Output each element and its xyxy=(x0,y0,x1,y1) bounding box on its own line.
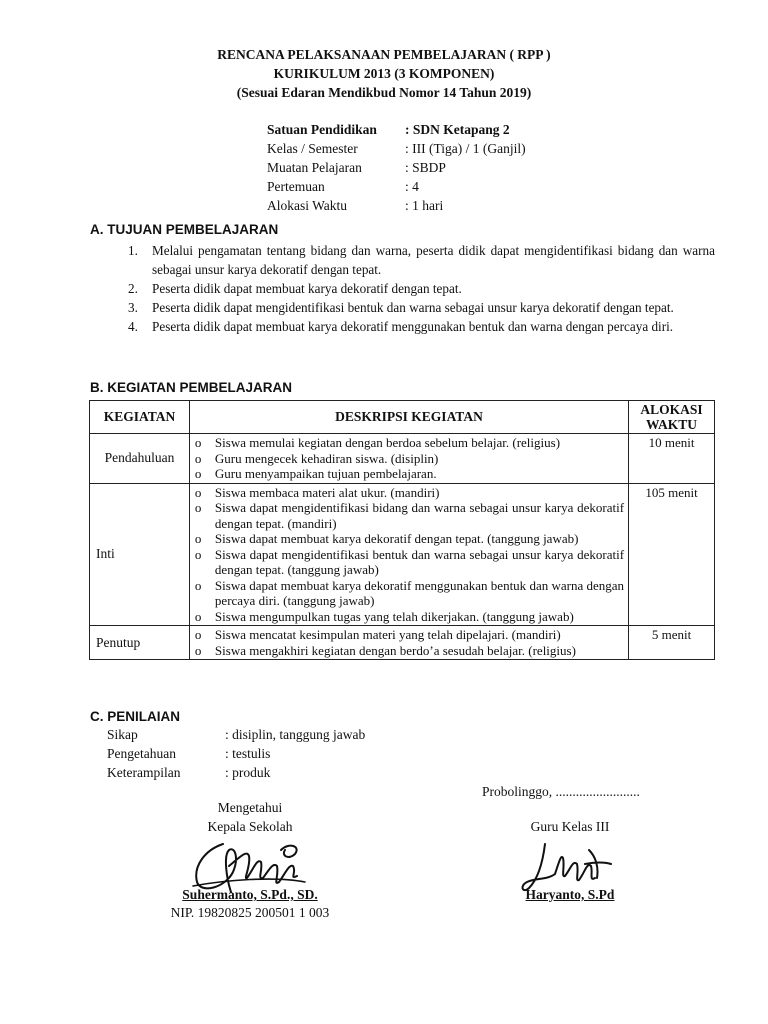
table-row xyxy=(90,483,715,626)
kegiatan-name: Pendahuluan xyxy=(90,434,190,484)
list-item: o Guru menyampaikan tujuan pembelajaran. xyxy=(194,466,437,481)
penilaian-value: : testulis xyxy=(225,746,271,761)
kegiatan-table xyxy=(89,400,715,660)
section-heading-kegiatan: B. KEGIATAN PEMBELAJARAN xyxy=(90,380,293,395)
kegiatan-description xyxy=(189,483,628,626)
kegiatan-name: Inti xyxy=(90,483,190,626)
identity-label: Alokasi Waktu xyxy=(267,198,348,213)
tujuan-list xyxy=(90,241,715,336)
signer-left-role1: Mengetahui xyxy=(217,800,283,815)
place-date: Probolinggo, ......................... xyxy=(482,784,640,799)
identity-value: : SDN Ketapang 2 xyxy=(405,122,510,137)
list-item: 3. Peserta didik dapat mengidentifikasi bentuk dan warna sebagai unsur karya dekoratif dengan tepat. xyxy=(128,300,674,315)
identity-value: : III (Tiga) / 1 (Ganjil) xyxy=(405,141,526,156)
list-item: o Siswa mengumpulkan tugas yang telah dikerjakan. (tanggung jawab) xyxy=(194,608,574,624)
penilaian-label: Sikap xyxy=(107,727,138,742)
signer-left-name: Suhermanto, S.Pd., SD. xyxy=(182,887,318,902)
signer-right-name: Haryanto, S.Pd xyxy=(525,887,615,902)
identity-label: Pertemuan xyxy=(267,179,325,194)
penilaian-label: Pengetahuan xyxy=(107,746,176,761)
list-item: o Guru mengecek kehadiran siswa. (disiplin) xyxy=(194,450,439,466)
column-header-alokasi: ALOKASI WAKTU xyxy=(629,401,715,434)
signer-left-nip: NIP. 19820825 200501 1 003 xyxy=(170,905,330,920)
kegiatan-description xyxy=(189,434,628,484)
list-item: o Siswa mengakhiri kegiatan dengan berdo’a sesudah belajar. (religius) xyxy=(194,642,576,658)
list-item: o Siswa mencatat kesimpulan materi yang telah dipelajari. (mandiri) xyxy=(194,627,561,642)
signer-left-role2: Kepala Sekolah xyxy=(207,819,293,834)
table-row xyxy=(90,626,715,660)
identity-label: Muatan Pelajaran xyxy=(267,160,362,175)
list-item: 4. Peserta didik dapat membuat karya dekoratif menggunakan bentuk dan warna dengan percaya diri. xyxy=(128,319,674,334)
list-item: o Siswa dapat membuat karya dekoratif dengan tepat. (tanggung jawab) xyxy=(194,531,579,546)
table-row xyxy=(90,434,715,484)
column-header-kegiatan: KEGIATAN xyxy=(90,401,190,434)
table-header-row xyxy=(90,401,715,434)
identity-value: : 4 xyxy=(405,179,419,194)
section-heading-penilaian: C. PENILAIAN xyxy=(90,709,181,724)
penilaian-value: : produk xyxy=(225,765,271,780)
identity-value: : SBDP xyxy=(405,160,446,175)
penilaian-label: Keterampilan xyxy=(107,765,181,780)
signer-right-role: Guru Kelas III xyxy=(530,819,610,834)
penilaian-value: : disiplin, tanggung jawab xyxy=(225,727,366,742)
kegiatan-name: Penutup xyxy=(90,626,190,660)
section-heading-tujuan: A. TUJUAN PEMBELAJARAN xyxy=(90,222,279,237)
doc-title: RENCANA PELAKSANAAN PEMBELAJARAN ( RPP ) xyxy=(217,47,551,62)
list-item: 1. Melalui pengamatan tentang bidang dan warna, peserta didik dapat mengidentifikasi bidang dan warna sebagai unsur karya dekoratif dengan tepat. xyxy=(128,243,715,277)
list-item: o Siswa dapat mengidentifikasi bentuk dan warna sebagai unsur karya dekoratif dengan tepat. (tanggung jawab) xyxy=(194,546,625,577)
kegiatan-description xyxy=(189,626,628,660)
doc-subtitle: KURIKULUM 2013 (3 KOMPONEN) xyxy=(273,66,495,81)
list-item: o Siswa dapat membuat karya dekoratif menggunakan bentuk dan warna dengan percaya diri. (tanggung jawab) xyxy=(194,577,625,608)
list-item: 2. Peserta didik dapat membuat karya dekoratif dengan tepat. xyxy=(128,281,462,296)
identity-value: : 1 hari xyxy=(405,198,444,213)
identity-label: Kelas / Semester xyxy=(267,141,358,156)
kegiatan-time: 105 menit xyxy=(629,483,715,626)
identity-label: Satuan Pendidikan xyxy=(267,122,377,137)
column-header-deskripsi: DESKRIPSI KEGIATAN xyxy=(189,401,628,434)
list-item: o Siswa dapat mengidentifikasi bidang dan warna sebagai unsur karya dekoratif dengan tepat. (mandiri) xyxy=(194,500,625,531)
doc-reference: (Sesuai Edaran Mendikbud Nomor 14 Tahun 2019) xyxy=(236,85,532,100)
list-item: o Siswa memulai kegiatan dengan berdoa sebelum belajar. (religius) xyxy=(194,435,561,450)
list-item: o Siswa membaca materi alat ukur. (mandiri) xyxy=(194,484,440,500)
kegiatan-time: 10 menit xyxy=(629,434,715,484)
kegiatan-time: 5 menit xyxy=(629,626,715,660)
